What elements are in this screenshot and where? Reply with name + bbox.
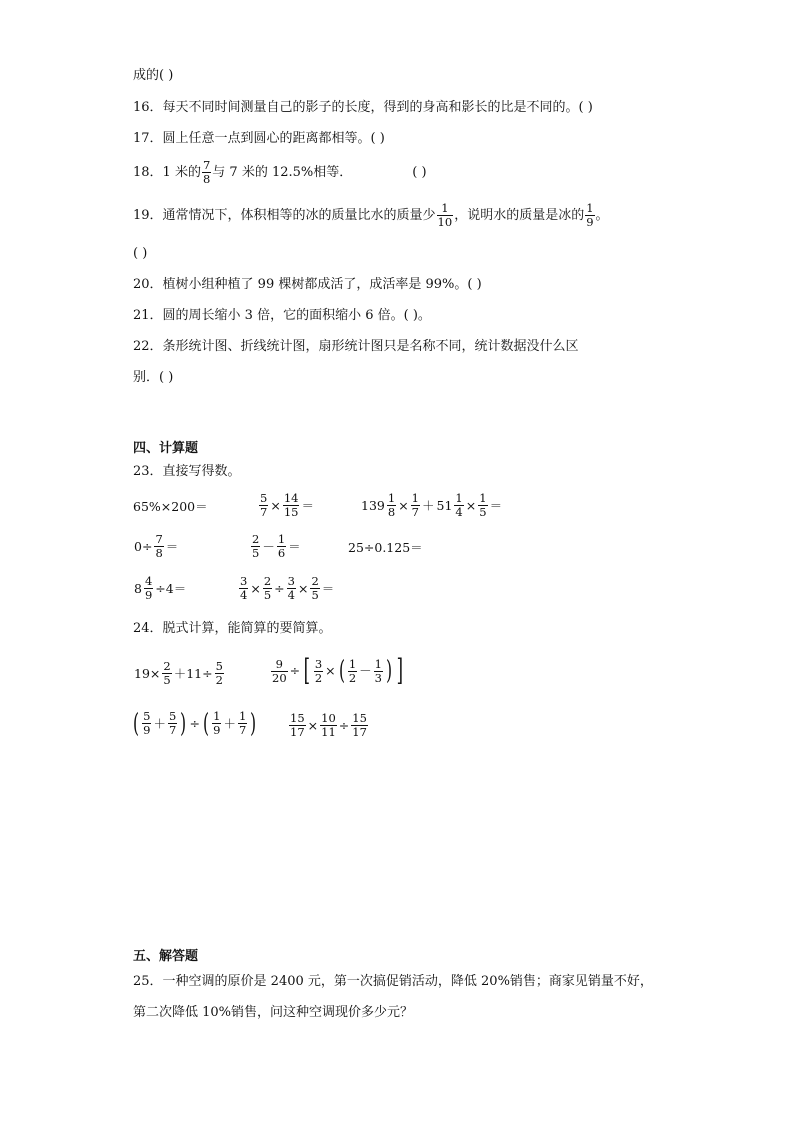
- question-22-line2: 别．( ): [133, 370, 174, 385]
- calc-e1: 65%×200＝: [133, 499, 208, 514]
- question-19: 19．通常情况下，体积相等的冰的质量比水的质量少 $\frac{1}{10}$ ，说明水的质量是冰的 $\frac{1}{9}$ 。: [133, 201, 609, 229]
- question-21: 21．圆的周长缩小 3 倍，它的面积缩小 6 倍。( )。: [133, 308, 431, 323]
- question-22-line1: 22．条形统计图、折线统计图，扇形统计图只是名称不同，统计数据没什么区: [133, 339, 579, 354]
- calc-e8: $\frac{3}{4}$ × $\frac{2}{5}$ ÷ $\frac{3}{4}$ × $\frac{2}{5}$ ＝: [240, 574, 335, 602]
- calc-f4: $\frac{15}{17}$ × $\frac{10}{11}$ ÷ $\frac{15}{17}$: [290, 711, 367, 739]
- question-25-line2: 第二次降低 10%销售，问这种空调现价多少元？: [133, 1005, 414, 1020]
- calc-e3: 139 $\frac{1}{8}$ × $\frac{1}{7}$ ＋ 51 $\frac{1}{4}$ × $\frac{1}{5}$ ＝: [361, 491, 503, 519]
- calc-e7: 8 $\frac{4}{9}$ ÷4＝: [134, 574, 187, 602]
- question-23: 23．直接写得数。: [133, 464, 241, 479]
- question-24: 24．脱式计算，能简算的要简算。: [133, 621, 332, 636]
- question-18: 18．1 米的 $\frac{7}{8}$ 与 7 米的 12.5%相等． ( ): [133, 158, 427, 186]
- calc-e5: $\frac{2}{5}$ － $\frac{1}{6}$ ＝: [252, 532, 301, 560]
- question-19-answer: ( ): [133, 246, 148, 261]
- calc-f2: $\frac{9}{20}$ ÷ [ $\frac{3}{2}$ × ( $\frac{1}{2}$ － $\frac{1}{3}$ ) ]: [272, 653, 404, 688]
- question-16: 16．每天不同时间测量自己的影子的长度，得到的身高和影长的比是不同的。( ): [133, 100, 593, 115]
- calc-f3: ( $\frac{5}{9}$ ＋ $\frac{5}{7}$ ) ÷ ( $\frac{1}{9}$ ＋ $\frac{1}{7}$ ): [133, 708, 257, 739]
- question-25-line1: 25．一种空调的原价是 2400 元，第一次搞促销活动，降低 20%销售；商家见销量不好，: [133, 974, 653, 989]
- calc-e2: $\frac{5}{7}$ × $\frac{14}{15}$ ＝: [260, 491, 314, 519]
- calc-f1: 19× $\frac{2}{5}$ ＋11÷ $\frac{5}{2}$: [134, 659, 223, 687]
- section-5-title: 五、解答题: [133, 949, 199, 964]
- calc-e4: 0÷ $\frac{7}{8}$ ＝: [134, 532, 179, 560]
- q15-tail: 成的( ): [133, 68, 174, 83]
- question-17: 17．圆上任意一点到圆心的距离都相等。( ): [133, 131, 385, 146]
- section-4-title: 四、计算题: [133, 441, 199, 456]
- question-20: 20．植树小组种植了 99 棵树都成活了，成活率是 99%。( ): [133, 277, 482, 292]
- calc-e6: 25÷0.125＝: [348, 540, 423, 555]
